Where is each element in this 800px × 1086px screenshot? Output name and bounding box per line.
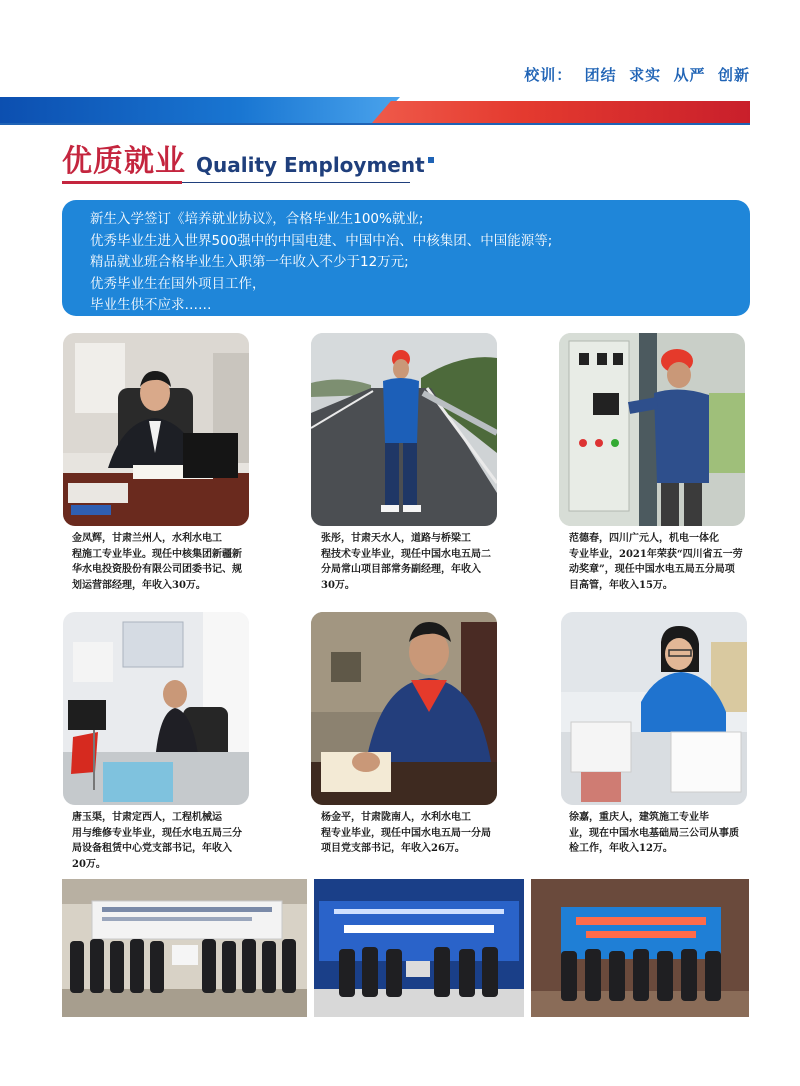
- caption-line: 局设备租赁中心党支部书记，年收入: [72, 843, 232, 854]
- caption-line: 检工作，年收入12万。: [569, 843, 673, 854]
- graduate-photo-2: [311, 333, 497, 526]
- caption-line: 程施工专业毕业。现任中核集团新疆新: [72, 548, 242, 560]
- group-photo-practice-base: [531, 879, 749, 1017]
- graduate-photo-4: [63, 612, 249, 805]
- caption-line: 目高管，年收入15万。: [569, 579, 673, 591]
- caption-line: 华水电投资股份有限公司团委书记、规: [72, 564, 242, 575]
- graduate-photo-5: [311, 612, 497, 805]
- highlight-line: 毕业生供不应求……: [90, 297, 212, 313]
- section-title-english: Quality Employment: [196, 153, 425, 177]
- caption-line: 程技术专业毕业，现任中国水电五局二: [321, 548, 491, 560]
- caption-line: 杨金平，甘肃陇南人，水利水电工: [321, 812, 471, 823]
- caption-line: 划运营部经理，年收入30万。: [72, 579, 206, 591]
- graduate-caption-3: [569, 531, 745, 593]
- caption-line: 动奖章”，现任中国水电五局五分局项: [569, 564, 735, 575]
- group-photo-signing: [62, 879, 307, 1017]
- graduate-caption-5: [321, 810, 497, 857]
- graduate-photo-6: [561, 612, 747, 805]
- highlight-line: 精品就业班合格毕业生入职第一年收入不少于12万元;: [90, 254, 409, 270]
- highlight-line: 优秀毕业生在国外项目工作，: [90, 275, 266, 292]
- caption-line: 张彤，甘肃天水人，道路与桥梁工: [321, 533, 471, 544]
- graduate-photo-3: [559, 333, 745, 526]
- header-stripe-blue: [0, 97, 400, 123]
- caption-line: 业，现在中国水电基础局三公司从事质: [569, 827, 739, 839]
- highlight-line: 优秀毕业生进入世界500强中的中国电建、中国中冶、中核集团、中国能源等;: [90, 232, 553, 249]
- caption-line: 30万。: [321, 579, 355, 591]
- caption-line: 用与维修专业毕业，现任水电五局三分: [72, 827, 242, 839]
- caption-line: 金凤辉，甘肃兰州人，水利水电工: [72, 533, 222, 544]
- graduate-photo-1: [63, 333, 249, 526]
- caption-line: 程专业毕业，现任中国水电五局一分局: [321, 827, 491, 839]
- caption-line: 项目党支部书记，年收入26万。: [321, 843, 465, 854]
- caption-line: 20万。: [72, 858, 106, 870]
- graduate-caption-1: [72, 531, 248, 593]
- graduate-caption-6: [569, 810, 745, 857]
- title-underline-red: [62, 181, 182, 184]
- caption-line: 分局常山项目部常务副经理，年收入: [321, 564, 481, 575]
- caption-line: 唐玉渠，甘肃定西人，工程机械运: [72, 812, 222, 823]
- header-stripe-red: [372, 101, 750, 123]
- title-square-ornament: [428, 157, 434, 163]
- header-divider: [0, 123, 750, 125]
- highlight-line: 新生入学签订《培养就业协议》，合格毕业生100%就业;: [90, 211, 424, 227]
- section-title: [62, 140, 425, 180]
- caption-line: 专业毕业，2021年荣获“四川省五一劳: [569, 548, 743, 560]
- employment-highlights-box: [62, 200, 750, 316]
- caption-line: 徐嘉，重庆人，建筑施工专业毕: [569, 812, 709, 823]
- graduate-caption-4: [72, 810, 248, 872]
- group-photo-partnership-ceremony: [314, 879, 524, 1017]
- graduate-caption-2: [321, 531, 497, 593]
- section-title-chinese: 优质就业: [62, 144, 186, 179]
- school-motto: 校训： 团结 求实 从严 创新: [524, 66, 750, 84]
- title-underline-blue: [182, 182, 410, 183]
- caption-line: 范德春，四川广元人，机电一体化: [569, 533, 719, 544]
